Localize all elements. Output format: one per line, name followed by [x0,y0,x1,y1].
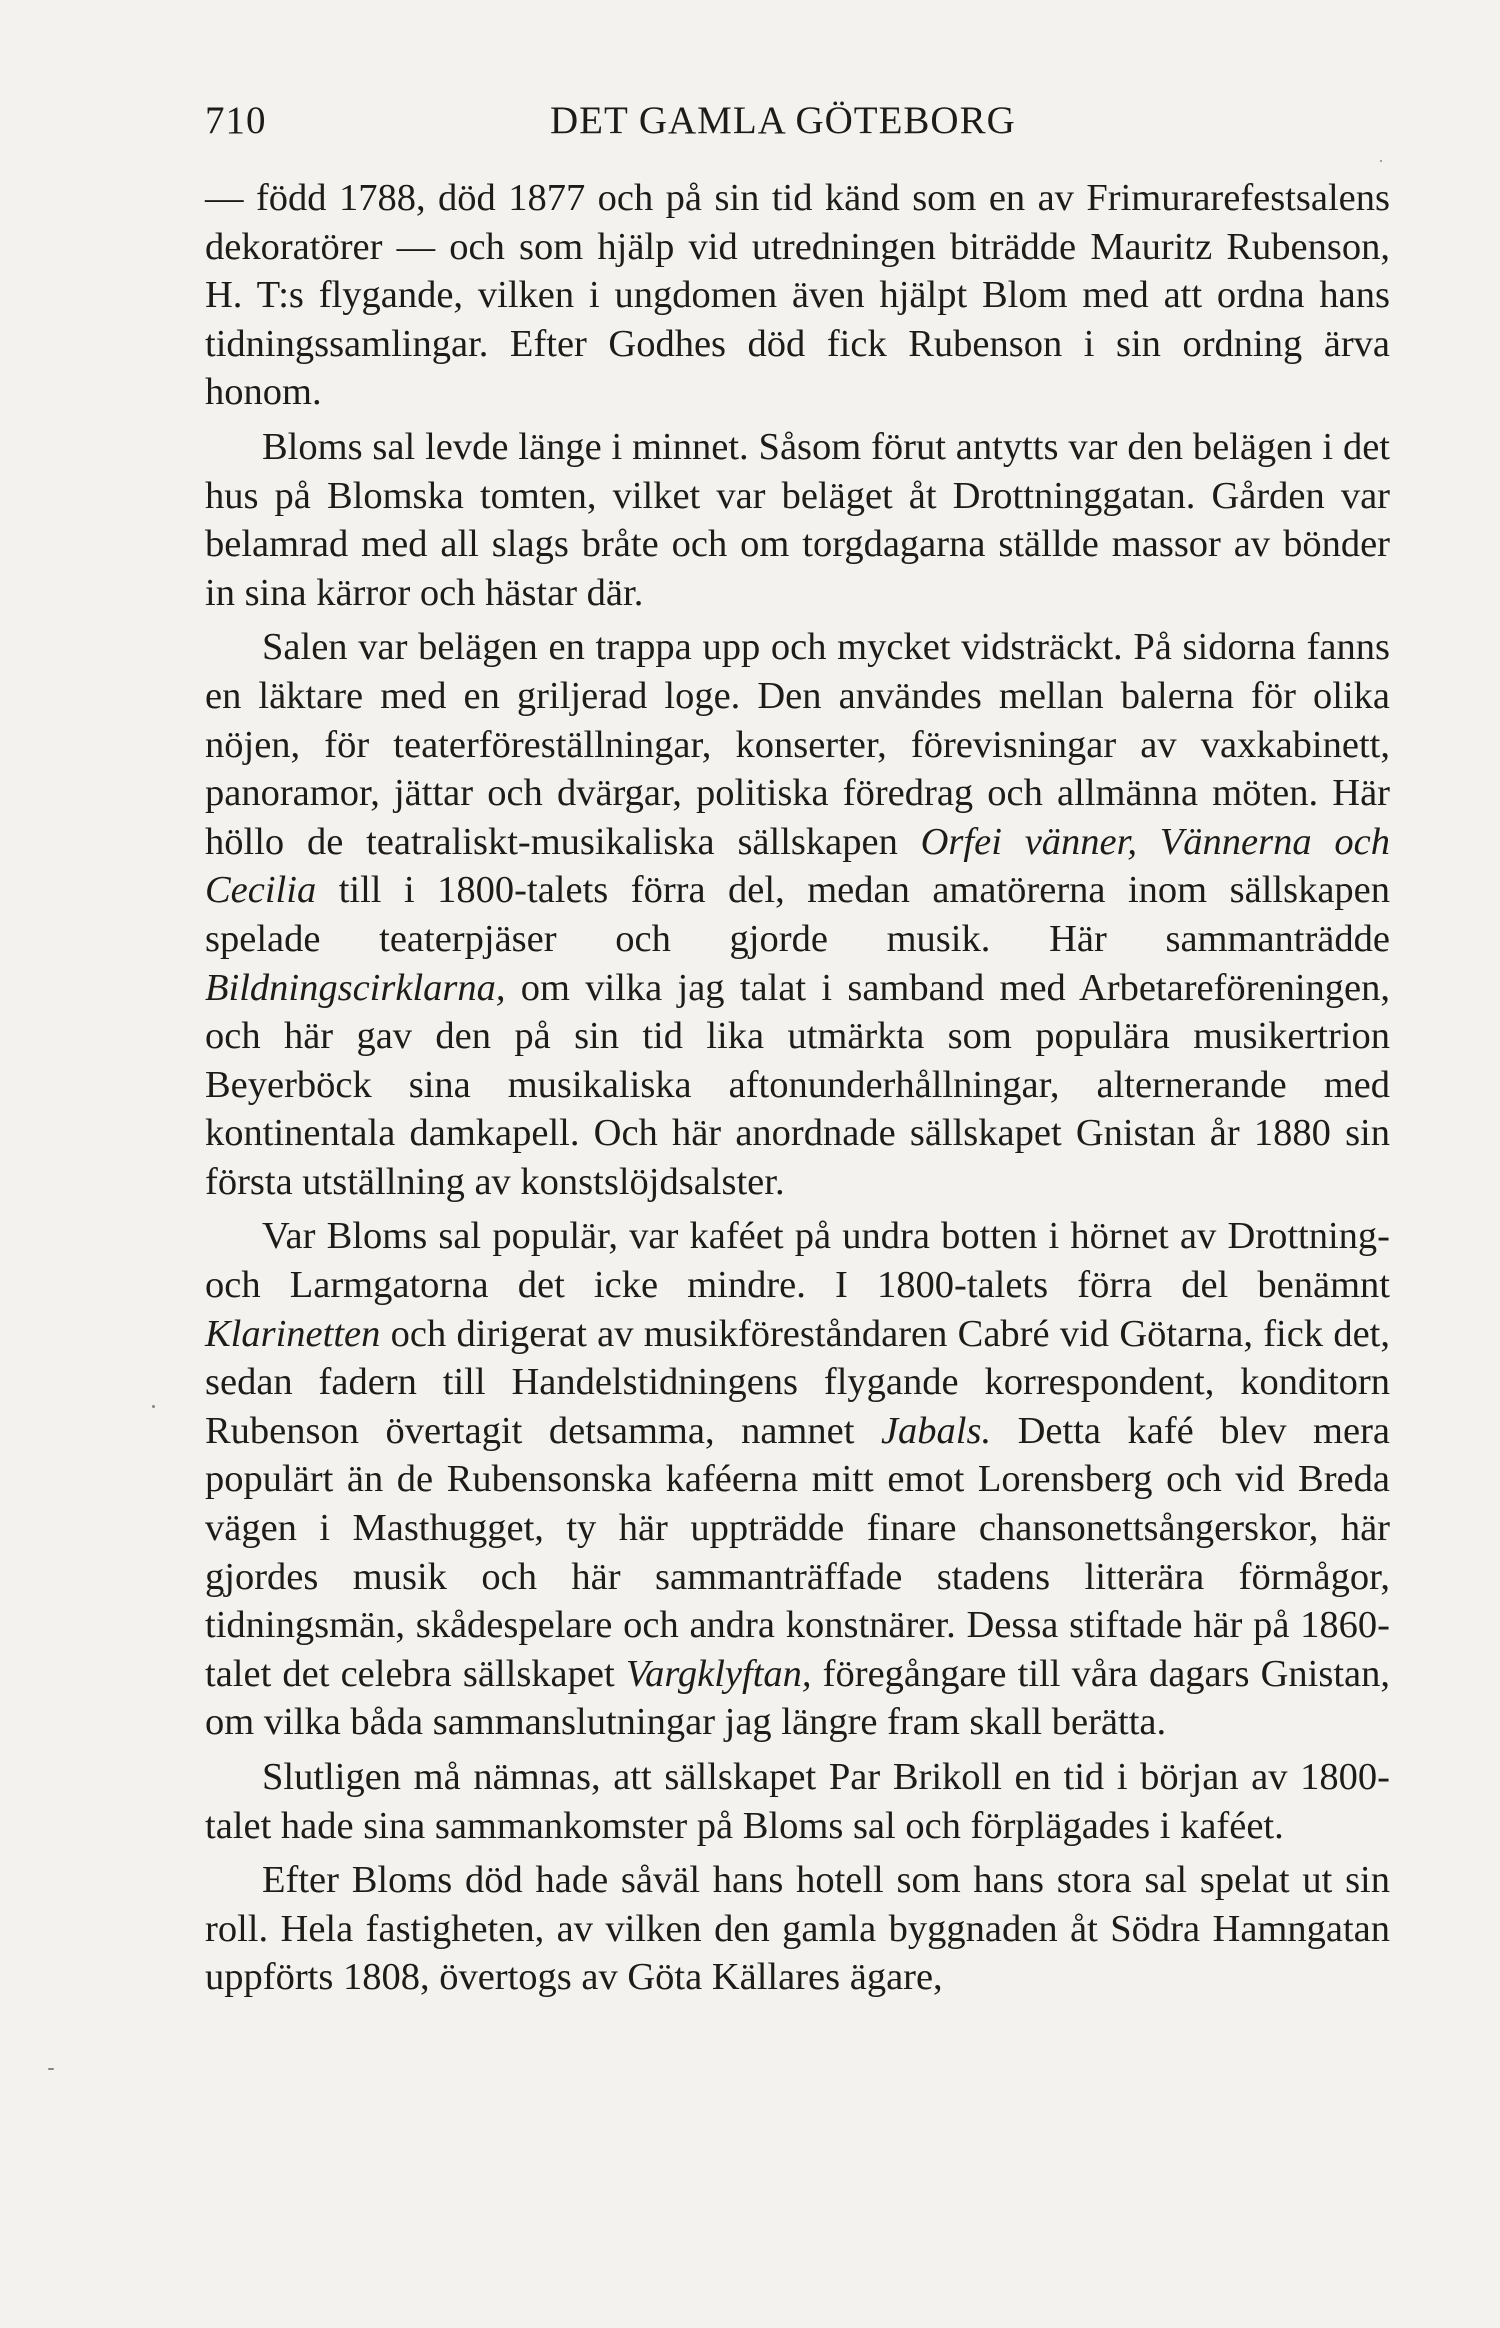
text-segment: och dirigerat av musikföreståndaren Cabré vid Götarna, fick det, sedan fadern till Handelstidningens flygande korrespondent, konditorn Rubenson övertagit detsamma, namnet [205,1312,1390,1452]
text-segment: Slutligen må nämnas, att sällskapet Par Brikoll en tid i början av 1800-talet hade sina sammankomster på Bloms sal och förplägades i kaféet. [205,1756,1390,1847]
paragraph [205,1856,1390,2002]
text-segment: om vilka jag talat i samband med Arbetareföreningen, och här gav den på sin tid lika utmärkta som populära musikertrion Beyerböck sina musikaliska aftonunderhållningar, alternerande med kontinentala damkapell. Och här anordnade sällskapet Gnistan år 1880 sin första utställning av konstslöjdsalster. [205,966,1390,1203]
page-number: 710 [205,99,267,142]
text-segment: Salen var belägen en trappa upp och mycket vidsträckt. På sidorna fanns en läktare med en griljerad loge. Den användes mellan balerna för olika nöjen, för teaterföreställningar, konserter, förevisningar av vaxkabinett, panoramor, jättar och dvärgar, politiska föredrag och allmänna möten. Här höllo de teatraliskt-musikaliska sällskapen [205,626,1390,863]
italic-title: Orfei vänner, Vännerna och Cecilia [205,820,1390,912]
text-segment: till i 1800-talets förra del, medan amatörerna inom sällskapen spelade teaterpjäser och gjorde musik. Här sammanträdde [205,869,1390,960]
italic-title: Jabals. [880,1409,992,1452]
paragraph [205,174,1390,417]
paper-speck [48,2068,54,2070]
paper-speck [152,1405,155,1408]
text-segment: Var Bloms sal populär, var kaféet på undra botten i hörnet av Drottning- och Larmgatorna det icke mindre. I 1800-talets förra del benämnt [205,1215,1390,1307]
text-segment: Bloms sal levde länge i minnet. Såsom förut antytts var den belägen i det hus på Blomska tomten, vilket var beläget åt Drottninggatan. Gården var belamrad med all slags bråte och om torgdagarna ställde massor av bönder in sina kärror och hästar där. [205,425,1390,614]
text-segment: Detta kafé blev mera populärt än de Rubensonska kaféerna mitt emot Lorensberg och vid Breda vägen i Masthugget, ty här uppträdde finare chansonettsångerskor, här gjordes musik och här sammanträffade stadens litterära förmågor, tidningsmän, skådespelare och andra konstnärer. Dessa stiftade här på 1860-talet det celebra sällskapet [205,1409,1390,1695]
italic-title: Bildningscirklarna, [205,966,506,1009]
paragraph [205,623,1390,1206]
text-segment: — född 1788, död 1877 och på sin tid känd som en av Frimurarefestsalens dekoratörer — och som hjälp vid utredningen biträdde Mauritz Rubenson, H. T:s flygande, vilken i ungdomen även hjälpt Blom med att ordna hans tidningssamlingar. Efter Godhes död fick Rubenson i sin ordning ärva honom. [205,177,1390,414]
paragraph [205,423,1390,617]
running-head: DET GAMLA GÖTEBORG [550,99,1016,142]
paragraph [205,1212,1390,1747]
text-segment: Efter Bloms död hade såväl hans hotell som hans stora sal spelat ut sin roll. Hela fastigheten, av vilken den gamla byggnaden åt Södra Hamngatan uppförts 1808, övertogs av Göta Källares ägare, [205,1859,1390,1999]
italic-title: Klarinetten [205,1312,381,1355]
paper-speck [1380,160,1382,162]
paragraph [205,1753,1390,1850]
body-text [205,174,1390,2002]
italic-title: Vargklyftan, [625,1652,812,1695]
text-segment: föregångare till våra dagars Gnistan, om vilka båda sammanslutningar jag längre fram skall berätta. [205,1652,1390,1744]
